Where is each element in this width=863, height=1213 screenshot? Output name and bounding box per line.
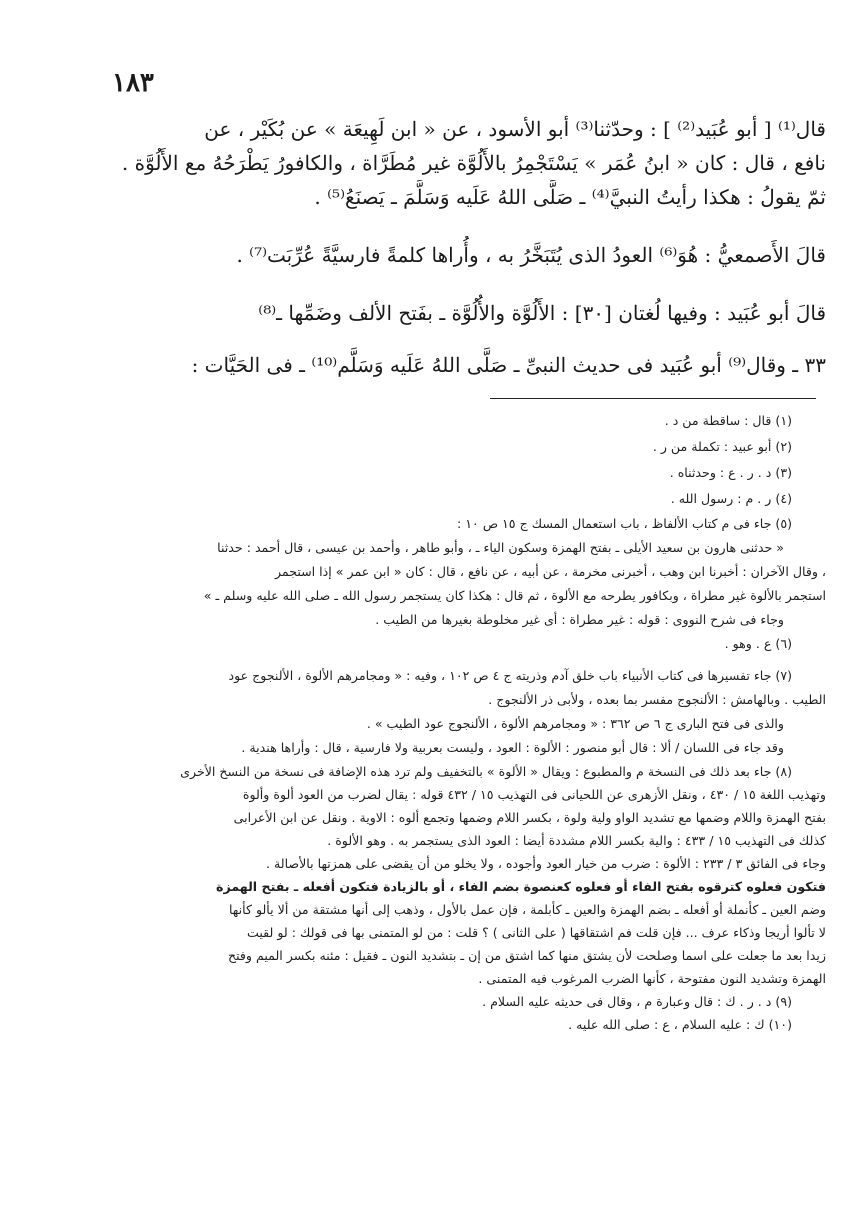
main-text-line: نافع ، قال : كان « ابنُ عُمَر » يَسْتَجْمِرُ بالأَلُوَّة غير مُطَرَّاة ، والكافورُ يَطْرَحُهُ مع الأَلُوَّة . [121, 151, 826, 175]
footnote-continuation: وجاء فى الفائق ٣ / ٢٣٣ : الألوة : ضرب من خيار العود وأجوده ، ولا يخلو من أن يقضى على همزتها بالأصالة . [266, 856, 826, 871]
main-text-line: ٣٣ ـ وقال⁽⁹⁾ أبو عُبَيد فى حديث النبىِّ ـ صَلَّى اللهُ عَلَيه وَسَلَّم⁽¹⁰⁾ ـ فى الحَيَّات : [191, 353, 826, 377]
footnote-continuation: استجمر بالألوة غير مطراة ، وبكافور يطرحه مع الألوة ، ثم قال : هكذا كان يستجمر رسول الله ـ صلى الله عليه وسلم ـ » [203, 588, 826, 603]
footnote: (٤) ر . م : رسول الله . [670, 491, 792, 506]
footnote-continuation: وضم العين ـ كأنملة أو أفعله ـ بضم الهمزة والعين ـ كأبلمة ، فإن عمل بالأول ، وذهب إلى أنها مشتقة من ألا يألو كأنها [228, 902, 826, 917]
footnote-continuation: الهمزة وتشديد النون مفتوحة ، كأنها الضرب المرغوب فيه المتمنى . [478, 971, 826, 986]
main-text-block [108, 112, 826, 386]
main-text-line: قالَ أبو عُبَيد : وفيها لُغتان [٣٠] : الأَلُوَّة والأُلُوَّة ـ بفَتح الألف وضَمِّها ـ⁽⁸⁾ [258, 301, 826, 325]
footnote: (٨) جاء بعد ذلك فى النسخة م والمطبوع : ويقال « الألوة » بالتخفيف ولم ترد هذه الإضافة فى نسخة من النسخ الأخرى [180, 764, 792, 779]
footnote: (١) قال : ساقطة من د . [664, 413, 792, 428]
main-text-line: قالَ الأَصمعيُّ : هُوَ⁽⁶⁾ العودُ الذى يُتَبَخَّرُ به ، وأُراها كلمةً فارسيَّةً عُرِّبَت⁽⁷⁾ . [236, 243, 826, 267]
footnote-continuation: كذلك فى التهذيب ١٥ / ٤٣٣ : والية بكسر اللام مشددة أيضا : العود الذى يستجمر به . وهو الألوة . [327, 833, 826, 848]
footnote-continuation: فتكون فعلوه كترقوه بفتح الفاء أو فعلوه كعنصوة بضم الفاء ، أو بالزيادة فتكون أفعله ـ بفتح الهمزة [216, 879, 826, 894]
footnote: (٥) جاء فى م كتاب الألفاظ ، باب استعمال المسك ج ١٥ ص ١٠ : [457, 516, 792, 531]
footnote: (٣) د . ر . ع : وحدثناه . [669, 465, 792, 480]
footnote-continuation: الطيب . وبالهامش : الألنجوج مفسر بما بعده ، ولأبى ذر الألنجوج . [488, 692, 826, 707]
footnote-continuation: ، وقال الآخران : أخبرنا ابن وهب ، أخبرنى مخرمة ، عن أبيه ، عن نافع ، قال : كان « ابن عمر » إذا استجمر [274, 564, 826, 579]
footnote-divider [490, 398, 816, 399]
footnote: (٢) أبو عبيد : تكملة من ر . [652, 439, 792, 454]
footnotes-block [68, 408, 826, 1036]
footnote: (٦) ع . وهو . [724, 636, 792, 651]
footnote-continuation: وجاء فى شرح النووى : قوله : غير مطراة : أى غير مخلوطة بغيرها من الطيب . [375, 612, 784, 627]
footnote-continuation: زيدا بعد ما جعلت على اسما وصلحت لأن يشتق منها كما اشتق من إن ـ بتشديد النون ـ فقيل : مئنه بكسر الميم وفتح [227, 948, 826, 963]
footnote: (٧) جاء تفسيرها فى كتاب الأنبياء باب خلق آدم وذريته ج ٤ ص ١٠٢ ، وفيه : « ومجامرهم الألوة ، الألنجوج عود [228, 668, 792, 683]
main-text-line: ثمّ يقولُ : هكذا رأيتُ النبيَّ⁽⁴⁾ ـ صَلَّى اللهُ عَلَيه وَسَلَّمَ ـ يَصنَعُ⁽⁵⁾ . [314, 185, 826, 209]
footnote-continuation: وتهذيب اللغة ١٥ / ٤٣٠ ، ونقل الأزهرى عن اللحيانى فى التهذيب ١٥ / ٤٣٢ قوله : يقال لضرب من العود ألوة وألوة [242, 787, 826, 802]
main-text-line: قال⁽¹⁾ [ أبو عُبَيد⁽²⁾ ] : وحدّثنا⁽³⁾ أبو الأسود ، عن « ابن لَهِيعَة » عن بُكَيْر ، عن [204, 117, 826, 141]
footnote: (٩) د . ر . ك : قال وعبارة م ، وقال فى حديثه عليه السلام . [482, 994, 792, 1009]
footnote-continuation: لا تألوا أريجا وذكاء عرف ... فإن قلت فم اشتقاقها ( على الثانى ) ؟ قلت : من لو المتمنى بها فى قولك : لو لقيت [247, 925, 826, 940]
footnote-continuation: وقد جاء فى اللسان / ألا : قال أبو منصور : الألوة : العود ، وليست بعربية ولا فارسية ، قال : وأراها هندية . [241, 740, 784, 755]
footnote-continuation: « حدثنى هارون بن سعيد الأيلى ـ بفتح الهمزة وسكون الياء ـ ، وأبو طاهر ، وأحمد بن عيسى ، قال أحمد : حدثنا [217, 540, 784, 555]
page-number: ١٨٣ [112, 68, 154, 98]
footnote-continuation: بفتح الهمزة واللام وضمها مع تشديد الواو ولية ولوة ، بكسر اللام وضمها وتجمع ألوه : الاوية . ونقل عن ابن الأعرابى [233, 810, 826, 825]
footnote-continuation: والذى فى فتح البارى ج ٦ ص ٣٦٢ : « ومجامرهم الألوة ، الألنجوج عود الطيب » . [366, 716, 784, 731]
footnote: (١٠) ك : عليه السلام ، ع : صلى الله عليه . [568, 1017, 792, 1032]
